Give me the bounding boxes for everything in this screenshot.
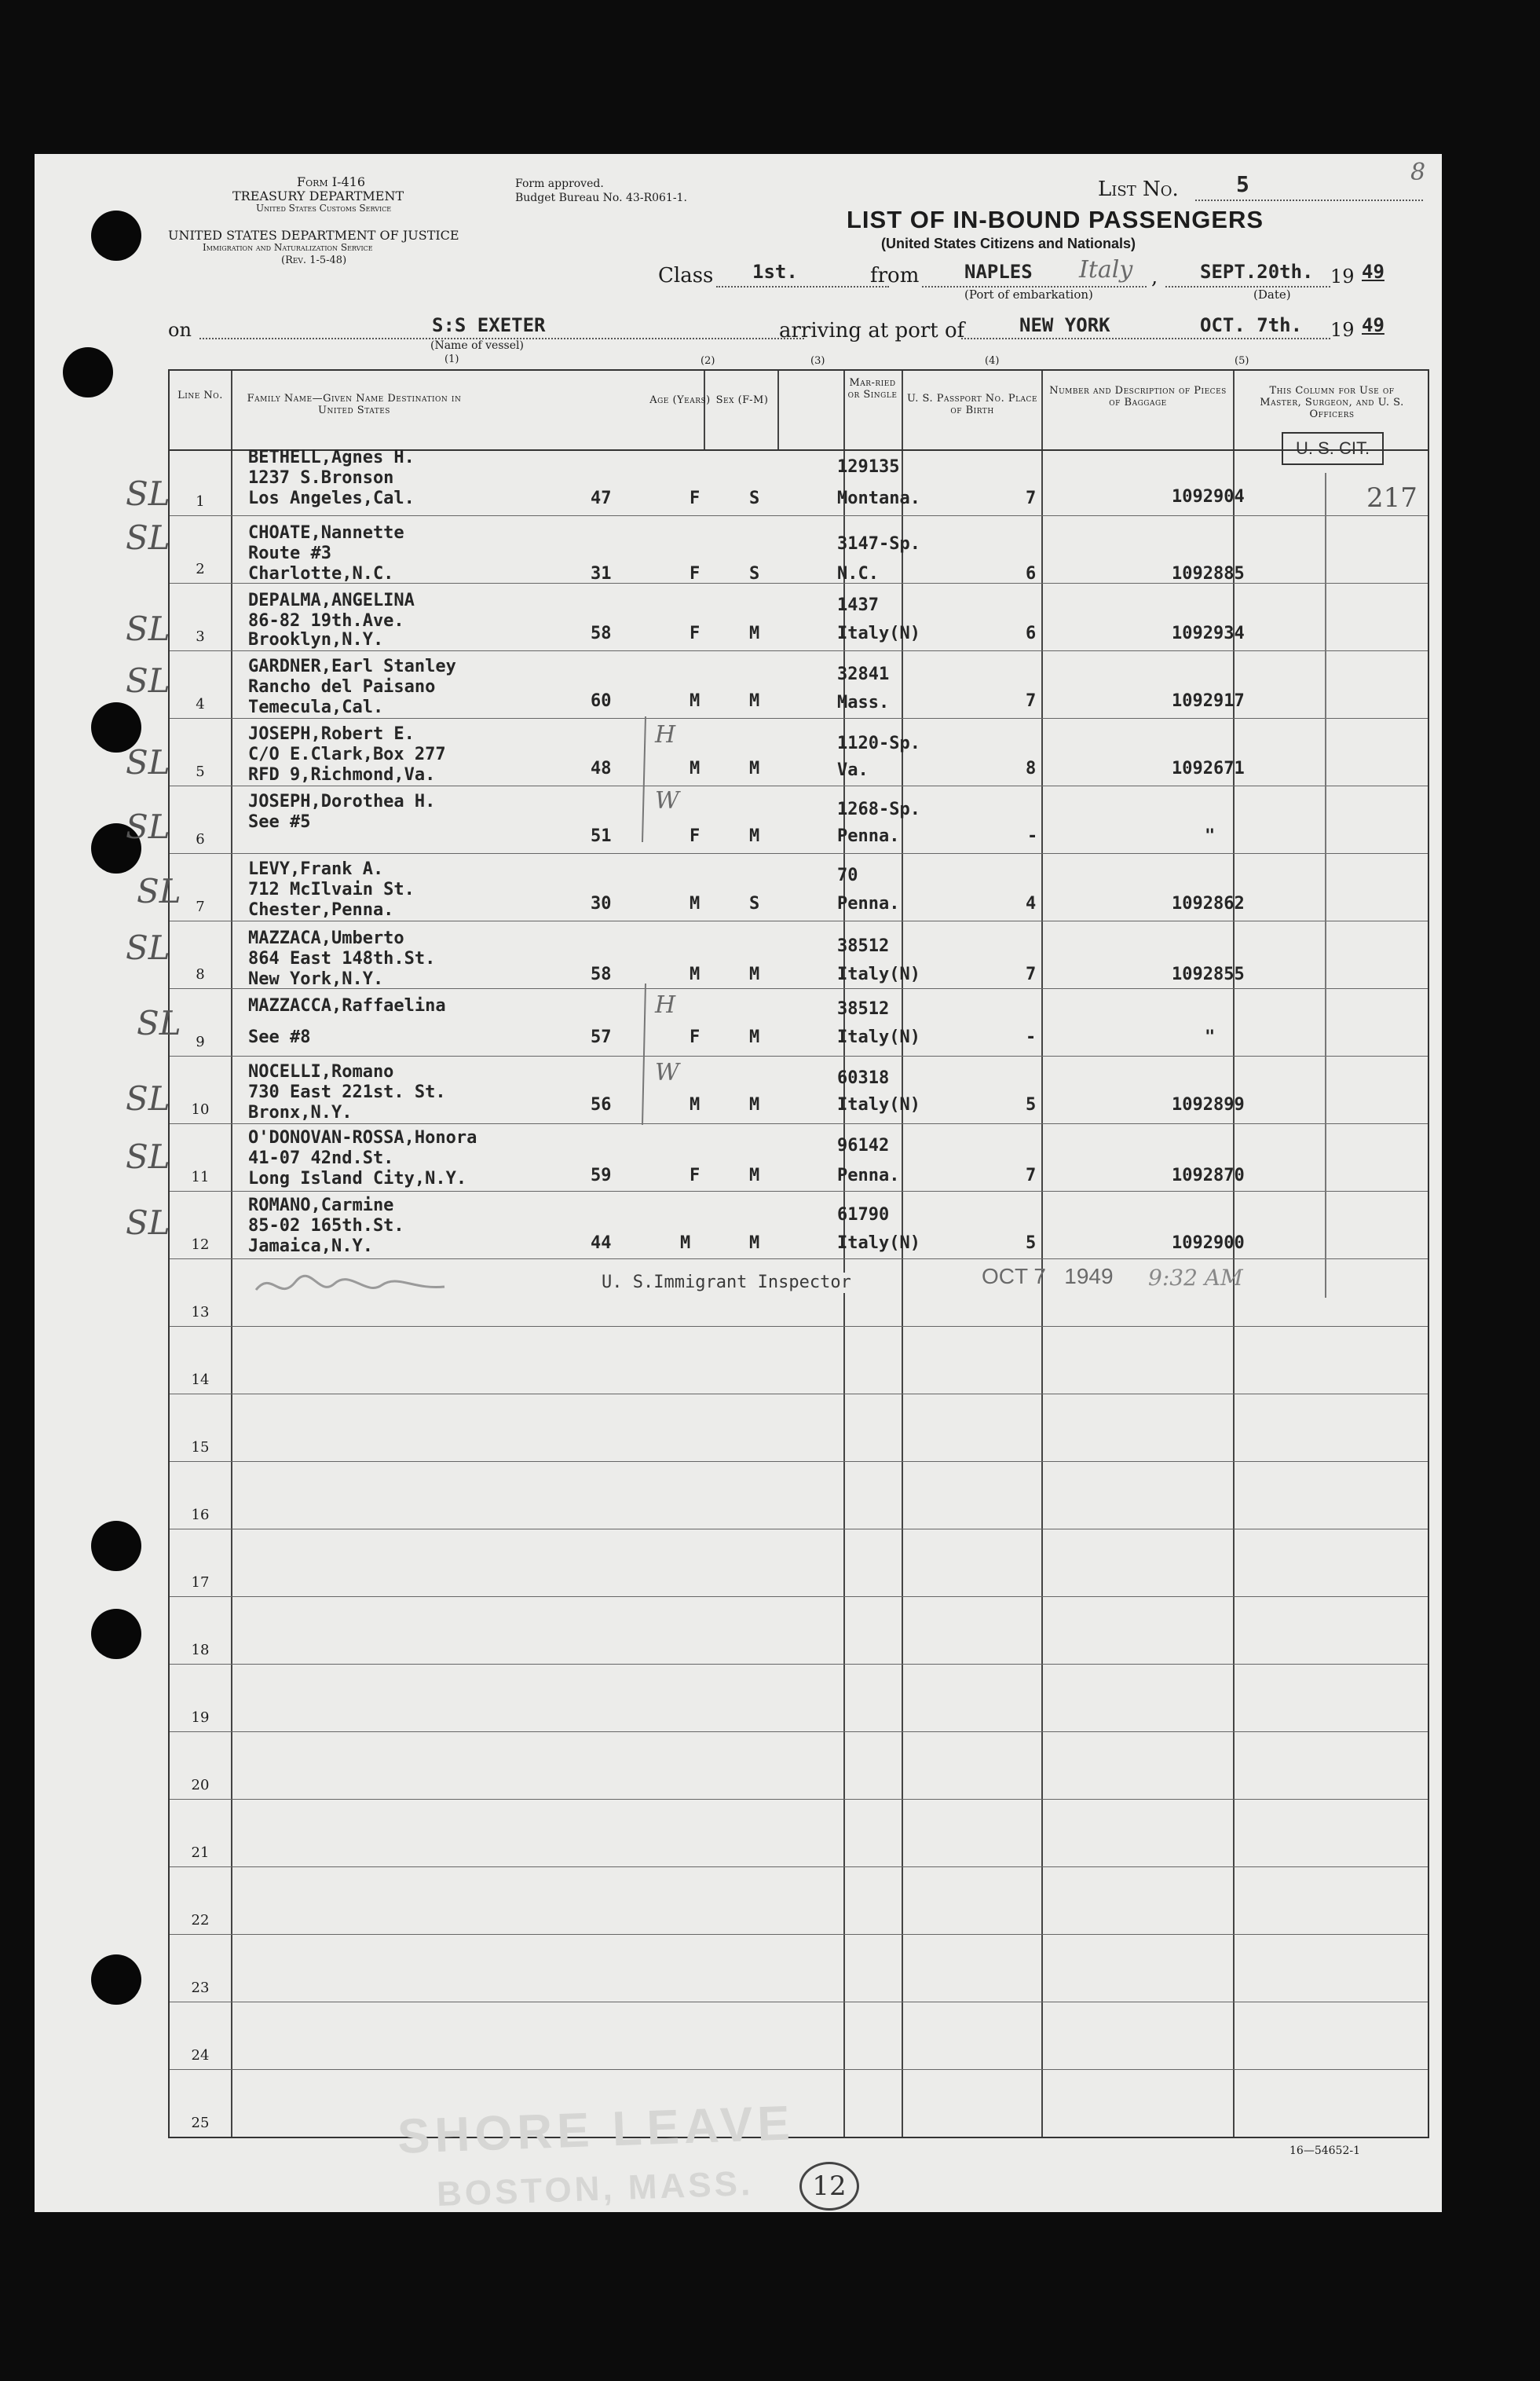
- passenger-sex: M: [690, 691, 700, 711]
- passenger-address: 864 East 148th.St.: [248, 949, 436, 969]
- passenger-city: Charlotte,N.C.: [248, 564, 394, 584]
- passenger-name: MAZZACA,Umberto: [248, 929, 404, 948]
- line-number: 22: [191, 1912, 210, 1929]
- margin-mark: SL: [126, 1079, 170, 1118]
- passenger-name: O'DONOVAN-ROSSA,Honora: [248, 1128, 477, 1148]
- justice-dept: UNITED STATES DEPARTMENT OF JUSTICE: [168, 228, 459, 243]
- passenger-address: 86-82 19th.Ave.: [248, 611, 404, 631]
- col-header-passport: U. S. Passport No. Place of Birth: [906, 393, 1038, 416]
- inspector-label: U. S.Immigrant Inspector: [598, 1273, 854, 1293]
- form-number: Form I-416: [297, 174, 366, 189]
- passport-number: 1437: [837, 595, 879, 615]
- baggage-count: -: [1027, 826, 1038, 846]
- vessel-caption: (Name of vessel): [430, 339, 524, 352]
- arrival-date: OCT. 7th.: [1200, 314, 1303, 336]
- passenger-name: ROMANO,Carmine: [248, 1196, 394, 1215]
- place-of-birth: Montana.: [837, 489, 920, 508]
- col-header-baggage: Number and Description of Pieces of Baggage: [1049, 385, 1227, 408]
- passenger-address: 1237 S.Bronson: [248, 468, 394, 488]
- passenger-address: See #8: [248, 1027, 311, 1047]
- margin-mark: SL: [126, 661, 170, 700]
- passport-number: 3147-Sp.: [837, 534, 920, 554]
- col-header-line: Line No.: [177, 390, 223, 401]
- passenger-name: LEVY,Frank A.: [248, 859, 384, 879]
- inspector-date-stamp: OCT 7 1949: [982, 1264, 1114, 1288]
- port-handwritten-note: Italy: [1079, 256, 1133, 284]
- officer-number: 1092917: [1172, 691, 1245, 711]
- passport-number: 129135: [837, 457, 900, 477]
- passenger-address: 730 East 221st. St.: [248, 1082, 446, 1102]
- passenger-city: Long Island City,N.Y.: [248, 1169, 467, 1189]
- line-number: 16: [191, 1507, 210, 1523]
- marital-status: S: [749, 564, 760, 584]
- passenger-name: JOSEPH,Dorothea H.: [248, 792, 436, 811]
- line-number: 21: [191, 1844, 210, 1861]
- place-of-birth: Italy(N): [837, 1027, 920, 1047]
- line-number: 17: [191, 1574, 210, 1591]
- passenger-address: 712 McIlvain St.: [248, 880, 415, 899]
- baggage-count: 7: [1026, 691, 1037, 711]
- date-caption: (Date): [1253, 288, 1291, 302]
- margin-mark: SL: [126, 474, 170, 513]
- class-label: Class: [658, 264, 714, 288]
- passport-number: 38512: [837, 936, 890, 956]
- line-number: 20: [191, 1777, 210, 1793]
- baggage-count: 5: [1026, 1233, 1037, 1253]
- passenger-sex: F: [690, 1166, 700, 1185]
- caption-col-5: (5): [1235, 355, 1249, 367]
- passenger-sex: M: [690, 894, 700, 914]
- immigration-service: Immigration and Naturalization Service: [203, 242, 373, 253]
- marital-status: M: [749, 1027, 760, 1047]
- place-of-birth: Italy(N): [837, 1233, 920, 1253]
- line-number: 4: [196, 696, 205, 712]
- passenger-sex: F: [690, 826, 700, 846]
- passenger-address: C/O E.Clark,Box 277: [248, 745, 446, 764]
- col-header-officers: This Column for Use of Master, Surgeon, and U. S. Officers: [1260, 385, 1404, 420]
- passport-number: 32841: [837, 665, 890, 684]
- line-number: 18: [191, 1642, 210, 1658]
- passenger-sex: F: [690, 489, 700, 508]
- marital-status: M: [749, 1166, 760, 1185]
- arriving-label: arriving at port of: [779, 319, 965, 342]
- husband-mark: H: [655, 721, 676, 749]
- form-title: LIST OF IN-BOUND PASSENGERS: [847, 206, 1264, 233]
- margin-mark: SL: [126, 518, 170, 557]
- place-of-birth: Va.: [837, 760, 869, 780]
- passenger-age: 60: [591, 691, 612, 711]
- on-label: on: [168, 319, 192, 341]
- place-of-birth: Penna.: [837, 894, 900, 914]
- passenger-city: Los Angeles,Cal.: [248, 489, 415, 508]
- arrival-port: NEW YORK: [1019, 314, 1110, 336]
- margin-mark: SL: [137, 1004, 181, 1042]
- caption-col-3: (3): [810, 355, 825, 367]
- line-number: 8: [196, 966, 205, 983]
- col-header-age: Age (Years): [649, 394, 711, 406]
- passenger-address: 41-07 42nd.St.: [248, 1148, 394, 1168]
- wife-mark: W: [655, 787, 679, 815]
- passenger-sex: F: [690, 624, 700, 643]
- line-number: 13: [191, 1304, 210, 1321]
- officer-number: 1092904: [1172, 487, 1245, 507]
- officer-number: 1092870: [1172, 1166, 1245, 1185]
- marital-status: S: [749, 489, 760, 508]
- passport-number: 61790: [837, 1205, 890, 1225]
- caption-col-1: (1): [444, 353, 459, 365]
- form-approved: Form approved.: [515, 178, 604, 190]
- passenger-age: 58: [591, 965, 612, 984]
- line-number: 24: [191, 2047, 210, 2064]
- caption-col-2: (2): [700, 355, 715, 367]
- officer-number: 1092899: [1172, 1095, 1245, 1115]
- margin-mark: SL: [126, 1137, 170, 1176]
- passenger-age: 59: [591, 1166, 612, 1185]
- marital-status: S: [749, 894, 760, 914]
- us-citizen-stamp: U. S. CIT.: [1282, 432, 1384, 465]
- class-value: 1st.: [752, 261, 798, 283]
- family-bracket: [635, 716, 655, 1156]
- passenger-sex: M: [690, 1095, 700, 1115]
- passport-number: 60318: [837, 1068, 890, 1088]
- line-number: 10: [191, 1101, 210, 1118]
- punch-hole: [91, 1954, 141, 2005]
- punch-hole: [63, 347, 113, 397]
- baggage-count: 6: [1026, 624, 1037, 643]
- baggage-count: 5: [1026, 1095, 1037, 1115]
- passenger-city: New York,N.Y.: [248, 969, 384, 989]
- marital-status: M: [749, 965, 760, 984]
- passenger-city: RFD 9,Richmond,Va.: [248, 765, 436, 785]
- passenger-city: Chester,Penna.: [248, 900, 394, 920]
- line-number: 15: [191, 1439, 210, 1456]
- line-number: 14: [191, 1372, 210, 1388]
- passenger-age: 58: [591, 624, 612, 643]
- officer-number: 1092900: [1172, 1233, 1245, 1253]
- place-of-birth: Italy(N): [837, 624, 920, 643]
- departure-year: 49: [1362, 261, 1385, 283]
- arrival-year: 49: [1362, 314, 1385, 336]
- line-number: 5: [196, 764, 205, 780]
- wife-mark: W: [655, 1059, 679, 1086]
- vessel-name: S:S EXETER: [432, 314, 546, 336]
- passport-number: 1120-Sp.: [837, 734, 920, 753]
- baggage-count: 7: [1026, 965, 1037, 984]
- passport-number: 70: [837, 866, 858, 885]
- margin-mark: SL: [137, 872, 181, 910]
- caption-col-4: (4): [985, 355, 1000, 367]
- line-number: 12: [191, 1236, 210, 1253]
- officer-number: ": [1205, 1027, 1216, 1047]
- passport-number: 38512: [837, 999, 890, 1019]
- circled-total: 12: [799, 2162, 859, 2211]
- passenger-sex: F: [690, 564, 700, 584]
- line-number: 11: [191, 1169, 210, 1185]
- marital-status: M: [749, 759, 760, 778]
- place-of-birth: Italy(N): [837, 1095, 920, 1115]
- passenger-age: 30: [591, 894, 612, 914]
- passenger-name: JOSEPH,Robert E.: [248, 724, 415, 744]
- punch-hole: [91, 211, 141, 261]
- year-prefix-arrival: 19: [1330, 319, 1355, 341]
- passenger-age: 51: [591, 826, 612, 846]
- line-number: 2: [196, 561, 205, 577]
- passenger-name: GARDNER,Earl Stanley: [248, 657, 456, 676]
- officer-number: 1092885: [1172, 564, 1245, 584]
- line-number: 25: [191, 2115, 210, 2131]
- line-number: 3: [196, 628, 205, 645]
- officer-number: 1092934: [1172, 624, 1245, 643]
- marital-status: M: [749, 1095, 760, 1115]
- passenger-city: Jamaica,N.Y.: [248, 1236, 373, 1256]
- col-header-married: Mar-ried or Single: [847, 377, 898, 401]
- punch-hole: [91, 1609, 141, 1659]
- list-no-value: 5: [1236, 171, 1249, 197]
- line-number: 23: [191, 1980, 210, 1996]
- departure-date: SEPT.20th.: [1200, 261, 1314, 283]
- passenger-name: NOCELLI,Romano: [248, 1062, 394, 1082]
- passenger-city: Bronx,N.Y.: [248, 1103, 353, 1123]
- footer-code: 16—54652-1: [1289, 2145, 1360, 2157]
- place-of-birth: Italy(N): [837, 965, 920, 984]
- officer-number: 1092862: [1172, 894, 1245, 914]
- passenger-sex: M: [680, 1233, 691, 1253]
- shore-leave-stamp: SHORE LEAVE: [396, 2096, 796, 2164]
- bracket-mark: [1319, 473, 1332, 1298]
- customs-service: United States Customs Service: [256, 203, 392, 214]
- passenger-address: See #5: [248, 812, 311, 832]
- line-number: 1: [196, 493, 205, 510]
- passenger-name: CHOATE,Nannette: [248, 523, 404, 543]
- revision-date: (Rev. 1-5-48): [281, 255, 347, 266]
- port-of-embarkation: NAPLES: [964, 261, 1033, 283]
- officer-number: 1092671: [1172, 759, 1245, 778]
- margin-mark: SL: [126, 929, 170, 967]
- passenger-age: 31: [591, 564, 612, 584]
- margin-mark: SL: [126, 610, 170, 648]
- line-number: 9: [196, 1034, 205, 1050]
- passenger-age: 47: [591, 489, 612, 508]
- place-of-birth: Penna.: [837, 826, 900, 846]
- passenger-address: 85-02 165th.St.: [248, 1216, 404, 1236]
- baggage-count: 7: [1026, 489, 1037, 508]
- passenger-address: Rancho del Paisano: [248, 677, 436, 697]
- form-subtitle: (United States Citizens and Nationals): [881, 236, 1136, 251]
- passenger-name: DEPALMA,ANGELINA: [248, 591, 415, 610]
- passport-number: 1268-Sp.: [837, 800, 920, 819]
- marital-status: M: [749, 691, 760, 711]
- margin-mark: SL: [126, 1203, 170, 1242]
- place-of-birth: Penna.: [837, 1166, 900, 1185]
- passenger-city: Brooklyn,N.Y.: [248, 630, 384, 650]
- passenger-address: Route #3: [248, 544, 331, 563]
- baggage-count: 6: [1026, 564, 1037, 584]
- line-number: 6: [196, 831, 205, 848]
- passenger-age: 56: [591, 1095, 612, 1115]
- passenger-name: MAZZACCA,Raffaelina: [248, 996, 446, 1016]
- from-label: from: [870, 264, 920, 288]
- passenger-age: 44: [591, 1233, 612, 1253]
- corner-page-mark: 8: [1410, 159, 1426, 186]
- document-page: Form I-416 TREASURY DEPARTMENT United States Customs Service UNITED STATES DEPARTMENT OF JUSTICE Immigration and Naturalization Service (Rev. 1-5-48) Form approved. Budget Bureau No. 43-R061-1. List No. 5 8 LIST OF IN-BOUND PASSENGERS (United States Citizens and Nationals) Class 1st. from NAPLES Italy (Port of embarkation) , SEPT.20th. 19 49 (Date) on S:S EXETER (Name of vessel) (1) arriving at port of NEW YORK OCT. 7th. 19 49 (2) (3) (4) (5) Line No. Family Name—Given Name Destination in United States Age (Years) Sex (F-M) Mar-ried or Single U. S. Passport No. Place of Birth Number and Description of Pieces of Baggage This Column for Use of Master, Surgeon, and U. S. Officers 1 BETHELL,Agnes H. 1237 S.Bronson Los Angeles,Cal. 47 F S 129135 Montana. 7 1092904 2 CHOATE,Nannette Route #3 Charlotte,N.C. 31 F S 3147-Sp. N.C. 6 1092885 3 DEPALMA,ANGELINA 86-82 19th.Ave. Brooklyn,N.Y. 58 F M 1437 Italy(N) 6 1092934 4 GARDNER,Earl Stanley Rancho del Paisano Temecula,Cal. 60 M M 32841 Mass. 7 1092917 5 JOSEPH,Robert E. C/O E.Clark,Box 277 RFD 9,Richmond,Va. 48 M M 1120-Sp. Va. 8 1092671 6 JOSEPH,Dorothea H. See #5 51 F M 1268-Sp. Penna. - " 7 LEVY,Frank A. 712 McIlvain St. Chester,Penna. 30 M S 70 Penna. 4 1092862 8 MAZZACA,Umberto 864 East 148th.St. New York,N.Y. 58 M M 38512 Italy(N) 7 1092855 9 MAZZACCA,Raffaelina See #8 57 F M 38512 Italy(N) - " 10 NOCELLI,Romano 730 East 221st. St. Bronx,N.Y. 56 M M 60318 Italy(N) 5 1092899 11 O'DONOVAN-ROSSA,Honora 41-07 42nd.St. Long Island City,N.Y. 59 F M 96142 Penna. 7 1092870 12 ROMANO,Carmine 85-02 165th.St. Jamaica,N.Y. 44 M M 61790 Italy(N) 5 1092900 13 14 15 16 17 18 19 20 21 22 23 24 25 U. S.Immigrant Inspector OCT 7 1949 9:32 AM U. S. CIT. 217 H W H W SHORE LEAVE BOSTON, MASS. 12 SL SL SL SL SL SL SL SL SL SL SL SL 16—54652-1: [35, 154, 1442, 2212]
- passenger-city: Temecula,Cal.: [248, 698, 384, 717]
- passenger-sex: F: [690, 1027, 700, 1047]
- port-caption: (Port of embarkation): [964, 288, 1093, 302]
- inspector-signature: [248, 1266, 452, 1306]
- col-header-name: Family Name—Given Name Destination in United States: [247, 393, 462, 416]
- passenger-sex: M: [690, 965, 700, 984]
- baggage-count: 4: [1026, 894, 1037, 914]
- baggage-count: -: [1026, 1027, 1037, 1047]
- handwritten-count: 217: [1366, 482, 1417, 514]
- wife-mark: [655, 463, 656, 464]
- marital-status: M: [749, 826, 760, 846]
- place-of-birth: Mass.: [837, 693, 890, 712]
- line-number: 19: [191, 1709, 210, 1726]
- shore-leave-location: BOSTON, MASS.: [436, 2163, 754, 2214]
- passenger-age: 48: [591, 759, 612, 778]
- passenger-name: BETHELL,Agnes H.: [248, 448, 415, 467]
- husband-mark: H: [655, 991, 676, 1019]
- passport-number: 96142: [837, 1136, 890, 1156]
- list-no-label: List No.: [1098, 178, 1179, 201]
- marital-status: M: [749, 624, 760, 643]
- punch-hole: [91, 1521, 141, 1571]
- officer-number: ": [1205, 826, 1216, 846]
- budget-bureau: Budget Bureau No. 43-R061-1.: [515, 192, 687, 204]
- margin-mark: SL: [126, 808, 170, 846]
- passenger-sex: M: [690, 759, 700, 778]
- baggage-count: 8: [1026, 759, 1037, 778]
- year-prefix-departure: 19: [1330, 266, 1355, 288]
- baggage-count: 7: [1026, 1166, 1037, 1185]
- officer-number: 1092855: [1172, 965, 1245, 984]
- inspector-time-note: 9:32 AM: [1148, 1265, 1243, 1291]
- treasury-dept: TREASURY DEPARTMENT: [232, 189, 404, 203]
- place-of-birth: N.C.: [837, 564, 879, 584]
- passenger-age: 57: [591, 1027, 612, 1047]
- col-header-sex: Sex (F-M): [715, 394, 769, 406]
- margin-mark: SL: [126, 743, 170, 782]
- line-number: 7: [196, 899, 205, 915]
- marital-status: M: [749, 1233, 760, 1253]
